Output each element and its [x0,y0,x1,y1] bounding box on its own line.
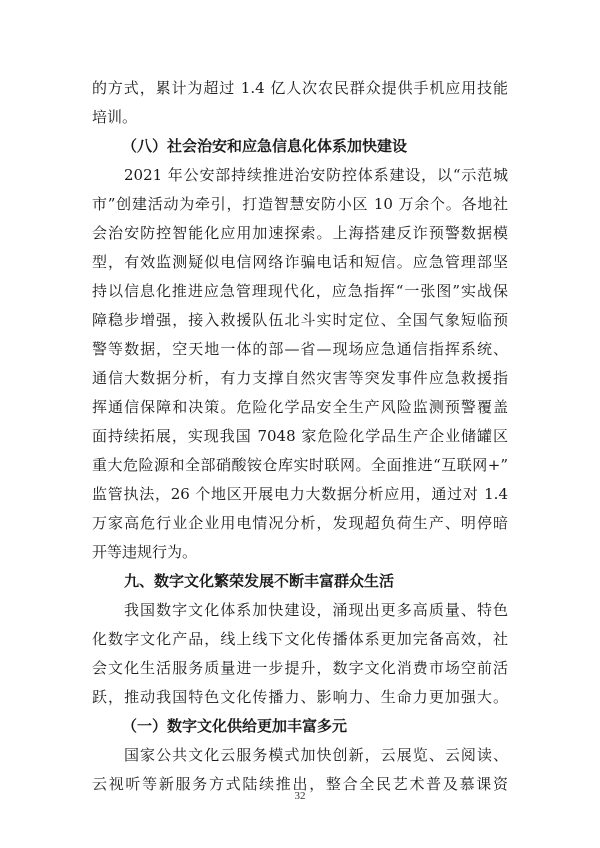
body-text-line: 监管执法，26 个地区开展电力大数据分析应用，通过对 1.4 [92,485,508,503]
body-text-line: 化数字文化产品，线上线下文化传播体系更加完备高效，社 [92,630,508,648]
paragraph-first-line: 国家公共文化云服务模式加快创新，云展览、云阅读、 [124,746,508,764]
body-text-line: 型，有效监测疑似电信网络诈骗电话和短信。应急管理部坚 [92,253,508,271]
body-text-line: 重大危险源和全部硝酸铵仓库实时联网。全面推进“互联网+” [92,456,508,474]
body-text-line: 通信大数据分析，有力支撑自然灾害等突发事件应急救援指 [92,369,508,387]
body-text-line: 会治安防控智能化应用加速探索。上海搭建反诈预警数据模 [92,224,508,242]
body-text-line: 的方式，累计为超过 1.4 亿人次农民群众提供手机应用技能 [92,79,508,97]
page-number: 32 [294,790,306,802]
body-text-line: 会文化生活服务质量进一步提升，数字文化消费市场空前活 [92,659,508,677]
body-text-line: 跃，推动我国特色文化传播力、影响力、生命力更加强大。 [92,688,508,706]
body-text-line: 警等数据，空天地一体的部—省—现场应急通信指挥系统、 [92,340,508,358]
body-text-line: 挥通信保障和决策。危险化学品安全生产风险监测预警覆盖 [92,398,508,416]
body-text-line: 障稳步增强，接入救援队伍北斗实时定位、全国气象短临预 [92,311,508,329]
chapter-heading: 九、数字文化繁荣发展不断丰富群众生活 [124,572,395,590]
paragraph-first-line: 我国数字文化体系加快建设，涌现出更多高质量、特色 [124,601,508,619]
body-text-line: 持以信息化推进应急管理现代化，应急指挥“一张图”实战保 [92,282,508,300]
section-heading: （八）社会治安和应急信息化体系加快建设 [122,137,408,155]
body-text-line: 面持续拓展，实现我国 7048 家危险化学品生产企业储罐区 [92,427,508,445]
section-heading: （一）数字文化供给更加丰富多元 [122,717,348,735]
body-text-line: 市”创建活动为牵引，打造智慧安防小区 10 万余个。各地社 [92,195,508,213]
body-text-line: 培训。 [92,108,138,126]
paragraph-first-line: 2021 年公安部持续推进治安防控体系建设，以“示范城 [124,166,508,184]
body-text-line: 开等违规行为。 [92,543,198,561]
body-text-line: 万家高危行业企业用电情况分析，发现超负荷生产、明停暗 [92,514,508,532]
body-text-line: 云视听等新服务方式陆续推出，整合全民艺术普及慕课资 [92,775,508,793]
